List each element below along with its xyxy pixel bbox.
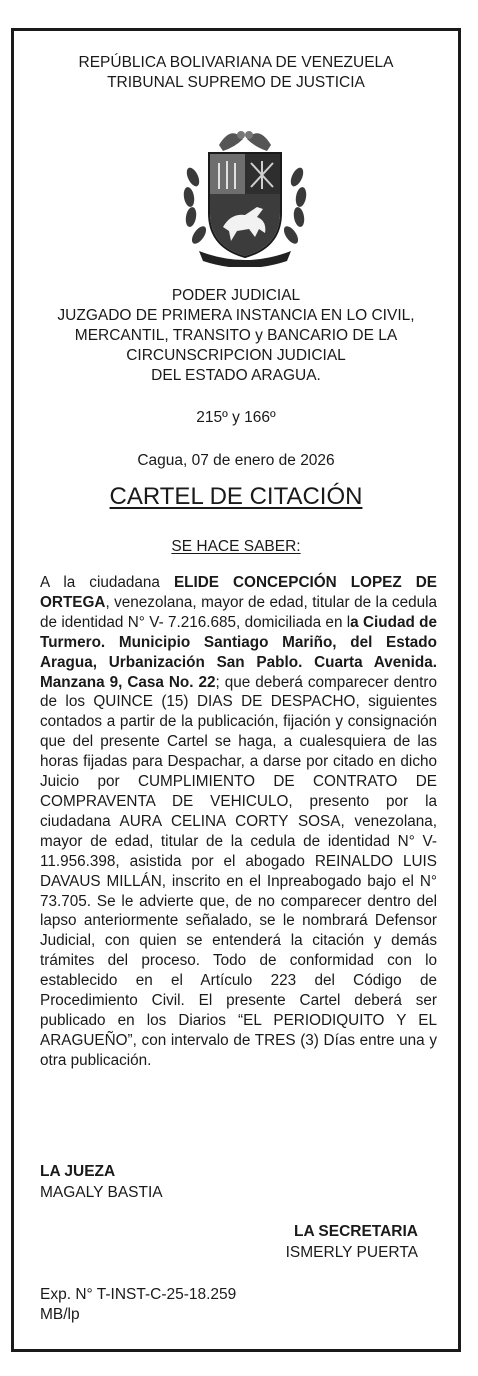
body-intro: A la ciudadana: [40, 574, 174, 591]
place-date: Cagua, 07 de enero de 2026: [137, 452, 335, 469]
defendant-name: ELIDE CONCEPCIÓN LOPEZ DE ORTEGA: [40, 574, 437, 611]
file-initials: MB/lp: [40, 1306, 80, 1323]
secretary-role: LA SECRETARIA: [294, 1223, 418, 1240]
notice-title-text: CARTEL DE CITACIÓN: [109, 483, 363, 510]
file-number: Exp. N° T-INST-C-25-18.259: [40, 1286, 237, 1303]
notice-title: [14, 483, 458, 511]
tribunal-name: TRIBUNAL SUPREMO DE JUSTICIA: [107, 74, 365, 91]
secretary-name: ISMERLY PUERTA: [285, 1244, 418, 1261]
body-identity: , venezolana, mayor de edad, titular de la cedula de identidad N° V- 7.216.685, domiciliada en l: [40, 593, 437, 631]
coat-of-arms-icon: [179, 117, 311, 267]
court-header: [14, 286, 458, 386]
body-summons: ; que deberá comparecer dentro de los QUINCE (15) DIAS DE DESPACHO, siguientes contados a partir de la publicación, fijación y consignación que del presente Cartel se haga, a cualesquiera de las horas fijadas para Despachar, a darse por citado en dicho Juicio por CUMPLIMIENTO DE CONTRATO DE COMPRAVENTA DE VEHICULO, presento por la ciudadana AURA CELINA CORTY SOSA, venezolana, mayor de edad, titular de la cedula de identidad N° V-11.956.398, asistida por el abogado REINALDO LUIS DAVAUS MILLÁN, inscrito en el Inpreabogado bajo el N° 73.705. Se le advierte que, de no comparecer dentro del lapso anteriormente señalado, se le nombrará Defensor Judicial, con quien se entenderá la citación y demás trámites del proceso. Todo de conformidad con lo establecido en el Artículo 223 del Código de Procedimiento Civil. El presente Cartel deberá ser publicado en los Diarios “EL PERIODIQUITO Y EL ARAGUEÑO”, con intervalo de TRES (3) Días entre una y otra publicación.: [40, 673, 437, 1069]
judge-role: LA JUEZA: [40, 1163, 116, 1180]
notice-subtitle-text: SE HACE SABER:: [171, 538, 301, 555]
secretary-signature: [286, 1221, 418, 1263]
court-line: CIRCUNSCRIPCION JUDICIAL: [126, 347, 346, 364]
notice-frame: [11, 28, 461, 1352]
judge-name: MAGALY BASTIA: [40, 1184, 163, 1201]
institution-header: [14, 53, 458, 93]
court-line: JUZGADO DE PRIMERA INSTANCIA EN LO CIVIL,: [57, 307, 415, 324]
judge-signature: [40, 1161, 163, 1203]
court-line: PODER JUDICIAL: [171, 287, 301, 304]
defendant-address: a Ciudad de Turmero. Municipio Santiago Mariño, del Estado Aragua, Urbanización San Pablo. Cuarta Avenida. Manzana 9, Casa No. 22: [40, 613, 437, 691]
years-line: 215º y 166º: [196, 409, 276, 426]
file-reference: [40, 1285, 236, 1325]
notice-subtitle: [14, 538, 458, 556]
republic-name: REPÚBLICA BOLIVARIANA DE VENEZUELA: [78, 54, 394, 71]
court-line: MERCANTIL, TRANSITO y BANCARIO DE LA: [74, 327, 398, 344]
court-line: DEL ESTADO ARAGUA.: [151, 367, 321, 384]
notice-body: [40, 573, 437, 1071]
